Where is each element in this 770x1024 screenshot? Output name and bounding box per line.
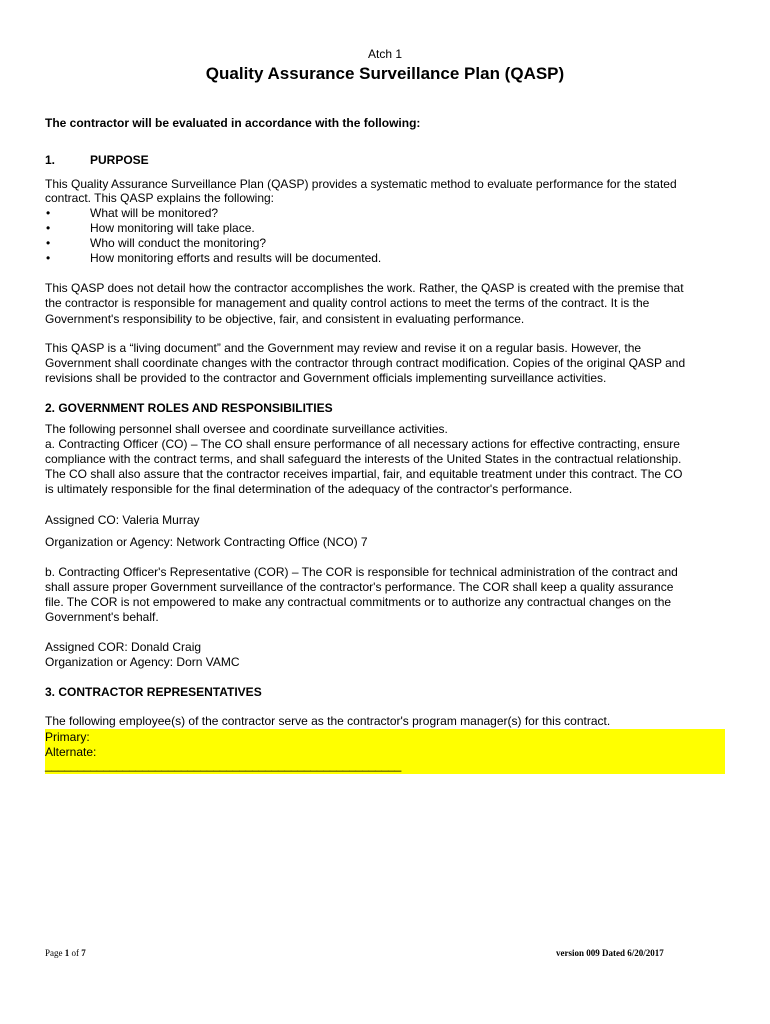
paragraph-line: shall assure proper Government surveillance of the contractor's performance. The COR shall keep a quality assurance [45,580,674,594]
cor-organization: Organization or Agency: Dorn VAMC [45,655,240,669]
paragraph-line: This QASP is a “living document” and the Government may review and revise it on a regular basis. However, the [45,341,642,355]
paragraph-line: The following personnel shall oversee and coordinate surveillance activities. [45,422,448,436]
assigned-co: Assigned CO: Valeria Murray [45,513,200,527]
paragraph-line: This Quality Assurance Surveillance Plan (QASP) provides a systematic method to evaluate performance for the stated [45,177,677,191]
co-organization: Organization or Agency: Network Contracting Office (NCO) 7 [45,535,368,549]
paragraph-line: revisions shall be provided to the contractor and Government officials implementing surveillance activities. [45,371,607,385]
paragraph-line: This QASP does not detail how the contractor accomplishes the work. Rather, the QASP is created with the premise that [45,281,684,295]
paragraph-line: file. The COR is not empowered to make any contractual commitments or to authorize any contractual changes on the [45,595,672,609]
paragraph-line: b. Contracting Officer's Representative (COR) – The COR is responsible for technical administration of the contract and [45,565,678,579]
paragraph-line: compliance with the contract terms, and shall safeguard the interests of the United States in the contractual relationship. [45,452,682,466]
signature-line: _______________________________________________________ [45,758,402,772]
primary-label: Primary: [45,730,90,744]
bullet-icon: • [46,236,51,250]
paragraph-line: contract. This QASP explains the following: [45,191,275,205]
document-title: Quality Assurance Surveillance Plan (QASP) [205,64,565,83]
bullet-icon: • [46,206,51,220]
version-label: version 009 Dated 6/20/2017 [556,948,664,958]
paragraph-line: the contractor is responsible for management and quality control actions to meet the terms of the contract. It is the [45,296,650,310]
paragraph-line: The CO shall also assure that the contractor receives impartial, fair, and equitable treatment under this contract. The CO [45,467,683,481]
intro-text: The contractor will be evaluated in accordance with the following: [45,116,421,130]
page-number: Page 1 of 7 [45,948,86,958]
bullet-icon: • [46,251,51,265]
list-item: How monitoring efforts and results will be documented. [90,251,382,265]
paragraph-line: Government shall coordinate changes with the contractor through contract modification. Copies of the original QASP and [45,356,686,370]
assigned-cor: Assigned COR: Donald Craig [45,640,202,654]
section3-heading: 3. CONTRACTOR REPRESENTATIVES [45,685,262,699]
attachment-label: Atch 1 [367,47,403,61]
paragraph-line: Government's responsibility to be objective, fair, and consistent in evaluating performance. [45,312,525,326]
alternate-label: Alternate: [45,745,97,759]
paragraph-line: Government's behalf. [45,610,159,624]
section1-number: 1. [45,153,56,167]
list-item: How monitoring will take place. [90,221,255,235]
list-item: Who will conduct the monitoring? [90,236,267,250]
list-item: What will be monitored? [90,206,219,220]
paragraph-line: is ultimately responsible for the final determination of the adequacy of the contractor's performance. [45,482,573,496]
section2-heading: 2. GOVERNMENT ROLES AND RESPONSIBILITIES [45,401,333,415]
section3-intro: The following employee(s) of the contractor serve as the contractor's program manager(s) for this contract. [45,714,611,728]
paragraph-line: a. Contracting Officer (CO) – The CO shall ensure performance of all necessary actions for effective contracting, ensure [45,437,680,451]
bullet-icon: • [46,221,51,235]
section1-heading: PURPOSE [90,153,149,167]
